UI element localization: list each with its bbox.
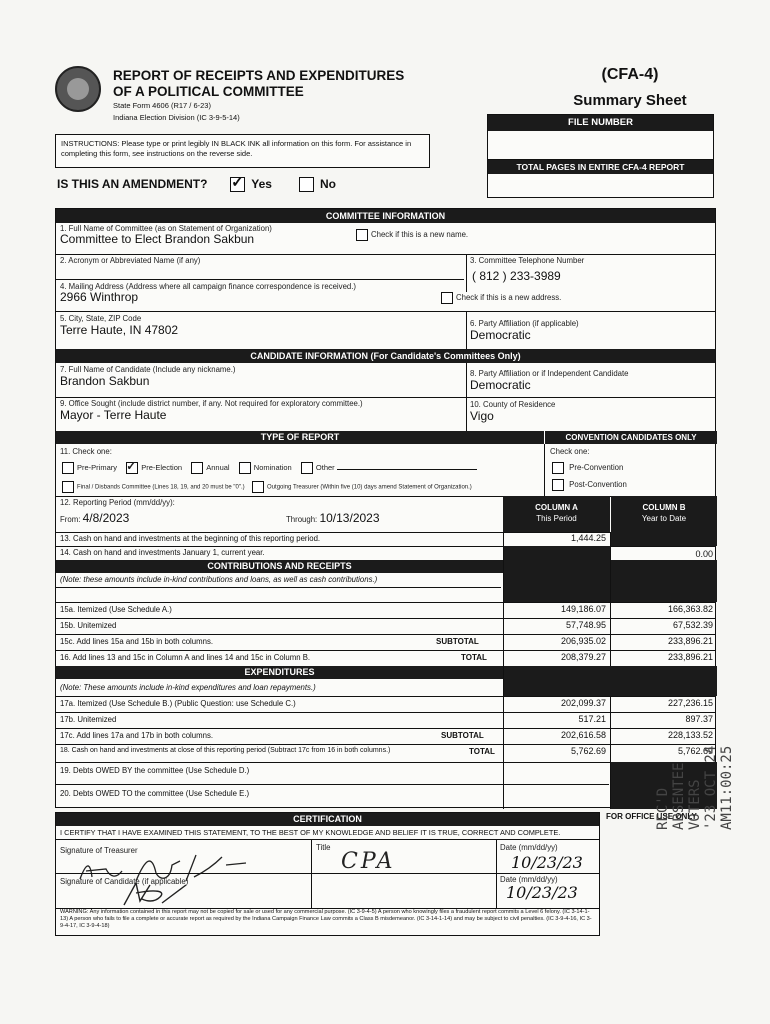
line-19-col-a[interactable] <box>504 762 610 784</box>
column-b-header <box>611 496 717 532</box>
outgoing-treasurer-checkbox[interactable] <box>252 481 264 493</box>
final-disband-label: Final / Disbands Committee (Lines 18, 19, and 20 must be "0".) <box>77 484 245 491</box>
candidate-signature-scrawl <box>116 879 196 909</box>
line-16-col-a[interactable]: 208,379.27 <box>560 652 606 662</box>
file-number-label: FILE NUMBER <box>488 115 713 131</box>
election-division: Indiana Election Division (IC 3-9-5-14) <box>113 113 240 122</box>
pre-primary-checkbox[interactable] <box>62 462 74 474</box>
column-a-subtitle: This Period <box>536 514 577 523</box>
certification-statement: I CERTIFY THAT I HAVE EXAMINED THIS STATEMENT, TO THE BEST OF MY KNOWLEDGE AND BELIEF IT IS TRUE, CORRECT AND COMPLETE. <box>56 826 599 840</box>
title-label: Title <box>316 843 331 852</box>
line-18-col-b[interactable]: 5,762.69 <box>677 746 713 756</box>
nomination-checkbox[interactable] <box>239 462 251 474</box>
column-a-title: COLUMN A <box>535 503 578 512</box>
committee-name-field[interactable] <box>60 224 272 246</box>
post-convention-label: Post-Convention <box>569 480 627 490</box>
annual-checkbox[interactable] <box>191 462 203 474</box>
through-date-field[interactable] <box>286 511 380 525</box>
line-17b-label: 17b. Unitemized <box>60 715 117 724</box>
line-13-col-b-blocked <box>611 532 717 546</box>
pre-convention-option <box>552 462 623 474</box>
title-line-1: REPORT OF RECEIPTS AND EXPENDITURES <box>113 68 405 83</box>
committee-section-header: COMMITTEE INFORMATION <box>56 209 715 223</box>
column-b-subtitle: Year to Date <box>641 514 687 523</box>
outgoing-treasurer-label: Outgoing Treasurer (Within five (10) days amend Statement of Organization.) <box>267 484 472 491</box>
total-pages-field[interactable] <box>488 174 713 197</box>
line-17c-col-b[interactable]: 228,133.52 <box>667 730 713 740</box>
line-13-label: 13. Cash on hand and investments at the beginning of this reporting period. <box>60 534 321 543</box>
pre-election-label: Pre-Election <box>141 462 183 472</box>
form-name: Summary Sheet <box>573 92 687 109</box>
candidate-name-field[interactable] <box>60 365 236 388</box>
office-sought-field[interactable] <box>60 399 363 422</box>
amendment-row <box>57 177 336 192</box>
line-16-label: 16. Add lines 13 and 15c in Column A and lines 14 and 15c in Column B. <box>60 653 311 662</box>
amendment-yes-label: Yes <box>251 177 272 191</box>
file-number-box <box>487 114 714 198</box>
post-convention-checkbox[interactable] <box>552 479 564 491</box>
title-line-2: OF A POLITICAL COMMITTEE <box>113 84 304 99</box>
date-2-label: Date (mm/dd/yy) <box>500 875 558 884</box>
file-number-field[interactable] <box>488 131 713 160</box>
line-17b-col-b[interactable]: 897.37 <box>685 714 713 724</box>
city-label: 5. City, State, ZIP Code <box>60 314 142 323</box>
certification-box <box>55 812 600 936</box>
report-type-header: TYPE OF REPORT <box>56 431 544 444</box>
line-17a-col-b[interactable]: 227,236.15 <box>667 698 713 708</box>
post-convention-option <box>552 479 627 491</box>
column-b-blocked-area <box>611 560 717 602</box>
phone-value: ( 812 ) 233-3989 <box>472 269 561 283</box>
certification-header: CERTIFICATION <box>56 813 599 826</box>
county-value: Vigo <box>470 409 494 423</box>
candidate-party-label: 8. Party Affiliation or if Independent Candidate <box>470 369 629 378</box>
pre-convention-label: Pre-Convention <box>569 463 624 473</box>
column-a-blocked-area <box>504 546 610 602</box>
line-20-col-a[interactable] <box>504 784 610 809</box>
new-address-checkbox[interactable] <box>441 292 453 304</box>
stamp-line-1: REC'D ABSENTEE VOTERS <box>655 762 703 830</box>
city-value: Terre Haute, IN 47802 <box>60 323 179 337</box>
new-name-checkbox[interactable] <box>356 229 368 241</box>
expenditures-blocked-area <box>504 666 717 696</box>
nomination-label: Nomination <box>253 462 292 472</box>
line-18-tag: TOTAL <box>469 747 495 756</box>
line-16-tag: TOTAL <box>461 653 487 662</box>
line-13-col-a[interactable]: 1,444.25 <box>570 533 606 543</box>
office-label: 9. Office Sought (include district number, if any. Not required for exploratory committee.) <box>60 399 363 408</box>
line-15a-col-a[interactable]: 149,186.07 <box>560 604 606 614</box>
received-stamp <box>655 715 735 830</box>
convention-check-one: Check one: <box>550 447 590 456</box>
through-label: Through: <box>286 515 318 524</box>
candidate-party-field[interactable] <box>470 369 629 392</box>
pre-convention-checkbox[interactable] <box>552 462 564 474</box>
title-value[interactable]: CPA <box>341 849 396 874</box>
candidate-name-value: Brandon Sakbun <box>60 374 150 388</box>
indiana-state-seal <box>55 66 101 112</box>
candidate-name-label: 7. Full Name of Candidate (Include any nickname.) <box>60 365 236 374</box>
date-1-label: Date (mm/dd/yy) <box>500 843 558 852</box>
amendment-question: IS THIS AN AMENDMENT? <box>57 177 208 191</box>
main-form <box>55 208 716 808</box>
new-address-check <box>441 292 561 304</box>
state-form-number: State Form 4606 (R17 / 6-23) <box>113 101 211 110</box>
instructions: INSTRUCTIONS: Please type or print legibly IN BLACK INK all information on this form. For assistance in completing this form, see instructions on the reverse side. <box>55 134 430 168</box>
office-value: Mayor - Terre Haute <box>60 408 167 422</box>
line-15c-col-a[interactable]: 206,935.02 <box>560 636 606 646</box>
committee-name-label: 1. Full Name of Committee (as on Statement of Organization) <box>60 224 272 233</box>
line-18-col-a[interactable]: 5,762.69 <box>570 746 606 756</box>
party-value: Democratic <box>470 328 531 342</box>
from-date-field[interactable] <box>60 511 129 525</box>
line-15a-col-b[interactable]: 166,363.82 <box>667 604 713 614</box>
line-15c-col-b[interactable]: 233,896.21 <box>667 636 713 646</box>
line-17c-tag: SUBTOTAL <box>441 731 484 740</box>
line-15b-label: 15b. Unitemized <box>60 621 117 630</box>
reporting-period-label: 12. Reporting Period (mm/dd/yy): <box>60 498 175 507</box>
candidate-signature[interactable] <box>116 879 196 909</box>
line-15a-label: 15a. Itemized (Use Schedule A.) <box>60 605 172 614</box>
report-type-options <box>62 462 477 474</box>
form-code: (CFA-4) <box>601 66 659 83</box>
column-a-header <box>503 496 610 532</box>
new-address-check-label: Check if this is a new address. <box>456 293 562 303</box>
column-b-title: COLUMN B <box>642 503 686 512</box>
line-15c-label: 15c. Add lines 15a and 15b in both columns. <box>60 637 214 646</box>
line-17b-col-a[interactable]: 517.21 <box>578 714 606 724</box>
committee-name-value: Committee to Elect Brandon Sakbun <box>60 232 255 246</box>
stamp-line-2: '23 OCT 24 AM11:00:25 <box>703 745 735 830</box>
warning-text: WARNING: Any information contained in this report may not be copied for sale or used for any commercial purpose. (IC 3-9-4-5) A person who knowingly files a fraudulent report commits a Level 6 felony. (IC 3-14-1-13) A person who fails to file a complete or accurate report as required by the Indiana Campaign Finance Law commits a Class B misdemeanor. (IC 3-14-1-14) and may be subject to civil penalties. (IC 3-9-4-16, IC 3-9-4-17, IC 3-9-4-18) <box>60 909 592 929</box>
through-value: 10/13/2023 <box>319 511 380 525</box>
phone-label: 3. Committee Telephone Number <box>470 256 585 265</box>
line-17c-label: 17c. Add lines 17a and 17b in both columns. <box>60 731 214 740</box>
line-19-label: 19. Debts OWED BY the committee (Use Schedule D.) <box>60 766 250 775</box>
date-1-value[interactable]: 10/23/23 <box>511 853 583 872</box>
contributions-header: CONTRIBUTIONS AND RECEIPTS <box>56 560 503 573</box>
candidate-party-value: Democratic <box>470 378 531 392</box>
convention-header: CONVENTION CANDIDATES ONLY <box>544 431 717 444</box>
mailing-label: 4. Mailing Address (Address where all campaign finance correspondence is received.) <box>60 282 356 291</box>
line-17c-col-a[interactable]: 202,616.58 <box>560 730 606 740</box>
pre-election-checkbox[interactable] <box>126 462 138 474</box>
amendment-no-checkbox[interactable] <box>299 177 314 192</box>
from-value: 4/8/2023 <box>82 511 130 525</box>
total-pages-label: TOTAL PAGES IN ENTIRE CFA-4 REPORT <box>488 160 713 174</box>
line-18-label: 18. Cash on hand and investments at close of this reporting period (Subtract 17c from 16 in both columns.) <box>60 747 391 754</box>
county-field[interactable] <box>470 400 555 423</box>
treasurer-signature-label: Signature of Treasurer <box>60 846 138 855</box>
mailing-value: 2966 Winthrop <box>60 290 139 304</box>
expenditures-note: (Note: These amounts include in-kind expenditures and loan repayments.) <box>60 683 316 692</box>
form-title <box>113 68 404 100</box>
new-name-check <box>356 229 468 241</box>
party-label: 6. Party Affiliation (if applicable) <box>470 319 579 328</box>
line-14-label: 14. Cash on hand and investments January 1, current year. <box>60 548 265 557</box>
city-state-zip-field[interactable] <box>60 314 178 337</box>
expenditures-header: EXPENDITURES <box>56 666 503 679</box>
candidate-section-header: CANDIDATE INFORMATION (For Candidate's Committees Only) <box>56 349 715 363</box>
annual-label: Annual <box>206 462 230 472</box>
contributions-note: (Note: these amounts include in-kind contributions and loans, as well as cash contributions.) <box>60 575 378 584</box>
county-label: 10. County of Residence <box>470 400 556 409</box>
final-outgoing-options <box>62 481 472 493</box>
other-label: Other <box>315 462 335 472</box>
line-15c-tag: SUBTOTAL <box>436 637 479 646</box>
office-use-label: FOR OFFICE USE ONLY <box>606 812 697 821</box>
final-disband-checkbox[interactable] <box>62 481 74 493</box>
pre-primary-label: Pre-Primary <box>77 462 118 472</box>
other-field[interactable] <box>337 469 477 470</box>
date-2-value[interactable]: 10/23/23 <box>506 883 578 902</box>
line-17a-col-a[interactable]: 202,099.37 <box>560 698 606 708</box>
new-name-check-label: Check if this is a new name. <box>371 230 469 240</box>
line-16-col-b[interactable]: 233,896.21 <box>667 652 713 662</box>
from-label: From: <box>60 515 81 524</box>
line-20-label: 20. Debts OWED TO the committee (Use Schedule E.) <box>60 789 250 798</box>
party-affiliation-field[interactable] <box>470 319 579 342</box>
committee-phone-field[interactable] <box>470 256 584 283</box>
amendment-yes-checkbox[interactable] <box>230 177 245 192</box>
line-15b-col-b[interactable]: 67,532.39 <box>672 620 713 630</box>
mailing-address-field[interactable] <box>60 282 356 304</box>
line-14-col-b[interactable]: 0.00 <box>695 549 713 559</box>
line-17a-label: 17a. Itemized (Use Schedule B.) (Public Question: use Schedule C.) <box>60 699 296 708</box>
amendment-no-label: No <box>320 177 336 191</box>
acronym-label: 2. Acronym or Abbreviated Name (if any) <box>60 256 201 265</box>
other-checkbox[interactable] <box>301 462 313 474</box>
check-one-label: 11. Check one: <box>60 447 112 456</box>
line-15b-col-a[interactable]: 57,748.95 <box>565 620 606 630</box>
candidate-signature-label: Signature of Candidate (if applicable) <box>60 877 189 886</box>
